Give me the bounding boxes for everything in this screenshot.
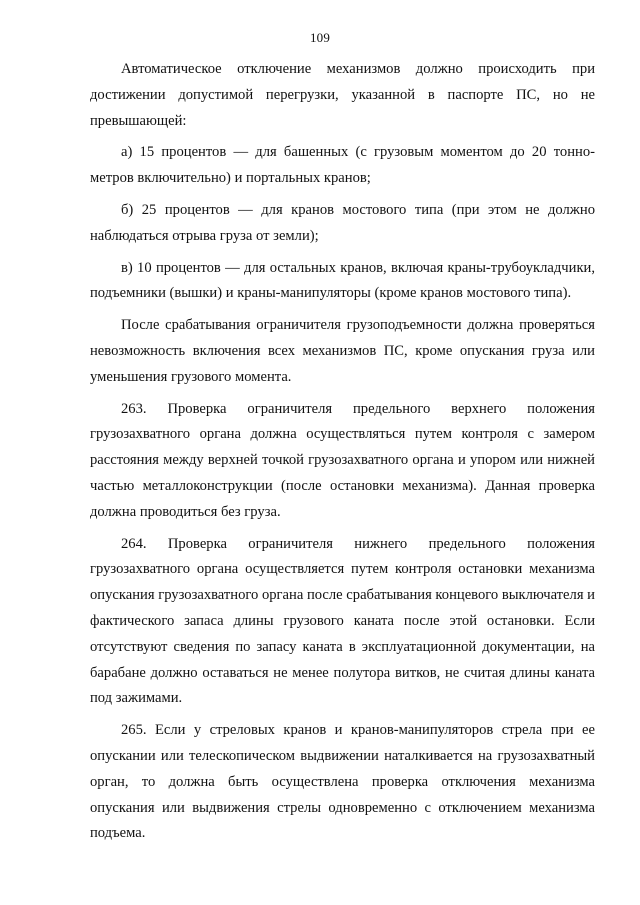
paragraph-after-trigger: После срабатывания ограничителя грузоподъемности должна проверяться невозможность включения всех механизмов ПС, кроме опускания груза или уменьшения грузового момента. xyxy=(90,317,595,385)
paragraph-263: 263. Проверка ограничителя предельного верхнего положения грузозахватного органа должна осуществляться путем контроля с замером расстояния между верхней точкой грузозахватного органа и упором или нижней частью металлоконструкции (после остановки механизма). Данная проверка должна проводиться без груза. xyxy=(90,400,595,520)
paragraph-item-a: а) 15 процентов — для башенных (с грузовым моментом до 20 тонно-метров включительно) и портальных кранов; xyxy=(90,144,595,187)
paragraph-automatic-shutdown: Автоматическое отключение механизмов должно происходить при достижении допустимой перегрузки, указанной в паспорте ПС, но не превышающей: xyxy=(90,61,595,129)
page-number: 109 xyxy=(309,30,331,45)
document-body xyxy=(90,57,595,853)
paragraph-item-b: б) 25 процентов — для кранов мостового типа (при этом не должно наблюдаться отрыва груза от земли); xyxy=(90,201,595,244)
paragraph-item-v: в) 10 процентов — для остальных кранов, включая краны-трубоукладчики, подъемники (вышки) и краны-манипуляторы (кроме кранов мостового типа). xyxy=(90,259,595,302)
paragraph-264: 264. Проверка ограничителя нижнего предельного положения грузозахватного органа осуществляется путем контроля остановки механизма опускания грузозахватного органа после срабатывания концевого выключателя и фактического запаса длины грузового каната после этой остановки. Если отсутствуют сведения по запасу каната в эксплуатационной документации, на барабане должно оставаться не менее полутора витков, не считая длины каната под зажимами. xyxy=(90,535,595,707)
paragraph-265: 265. Если у стреловых кранов и кранов-манипуляторов стрела при ее опускании или телескопическом выдвижении наталкивается на грузозахватный орган, то должна быть осуществлена проверка отключения механизма опускания или выдвижения стрелы одновременно с отключением механизма подъема. xyxy=(90,722,595,842)
